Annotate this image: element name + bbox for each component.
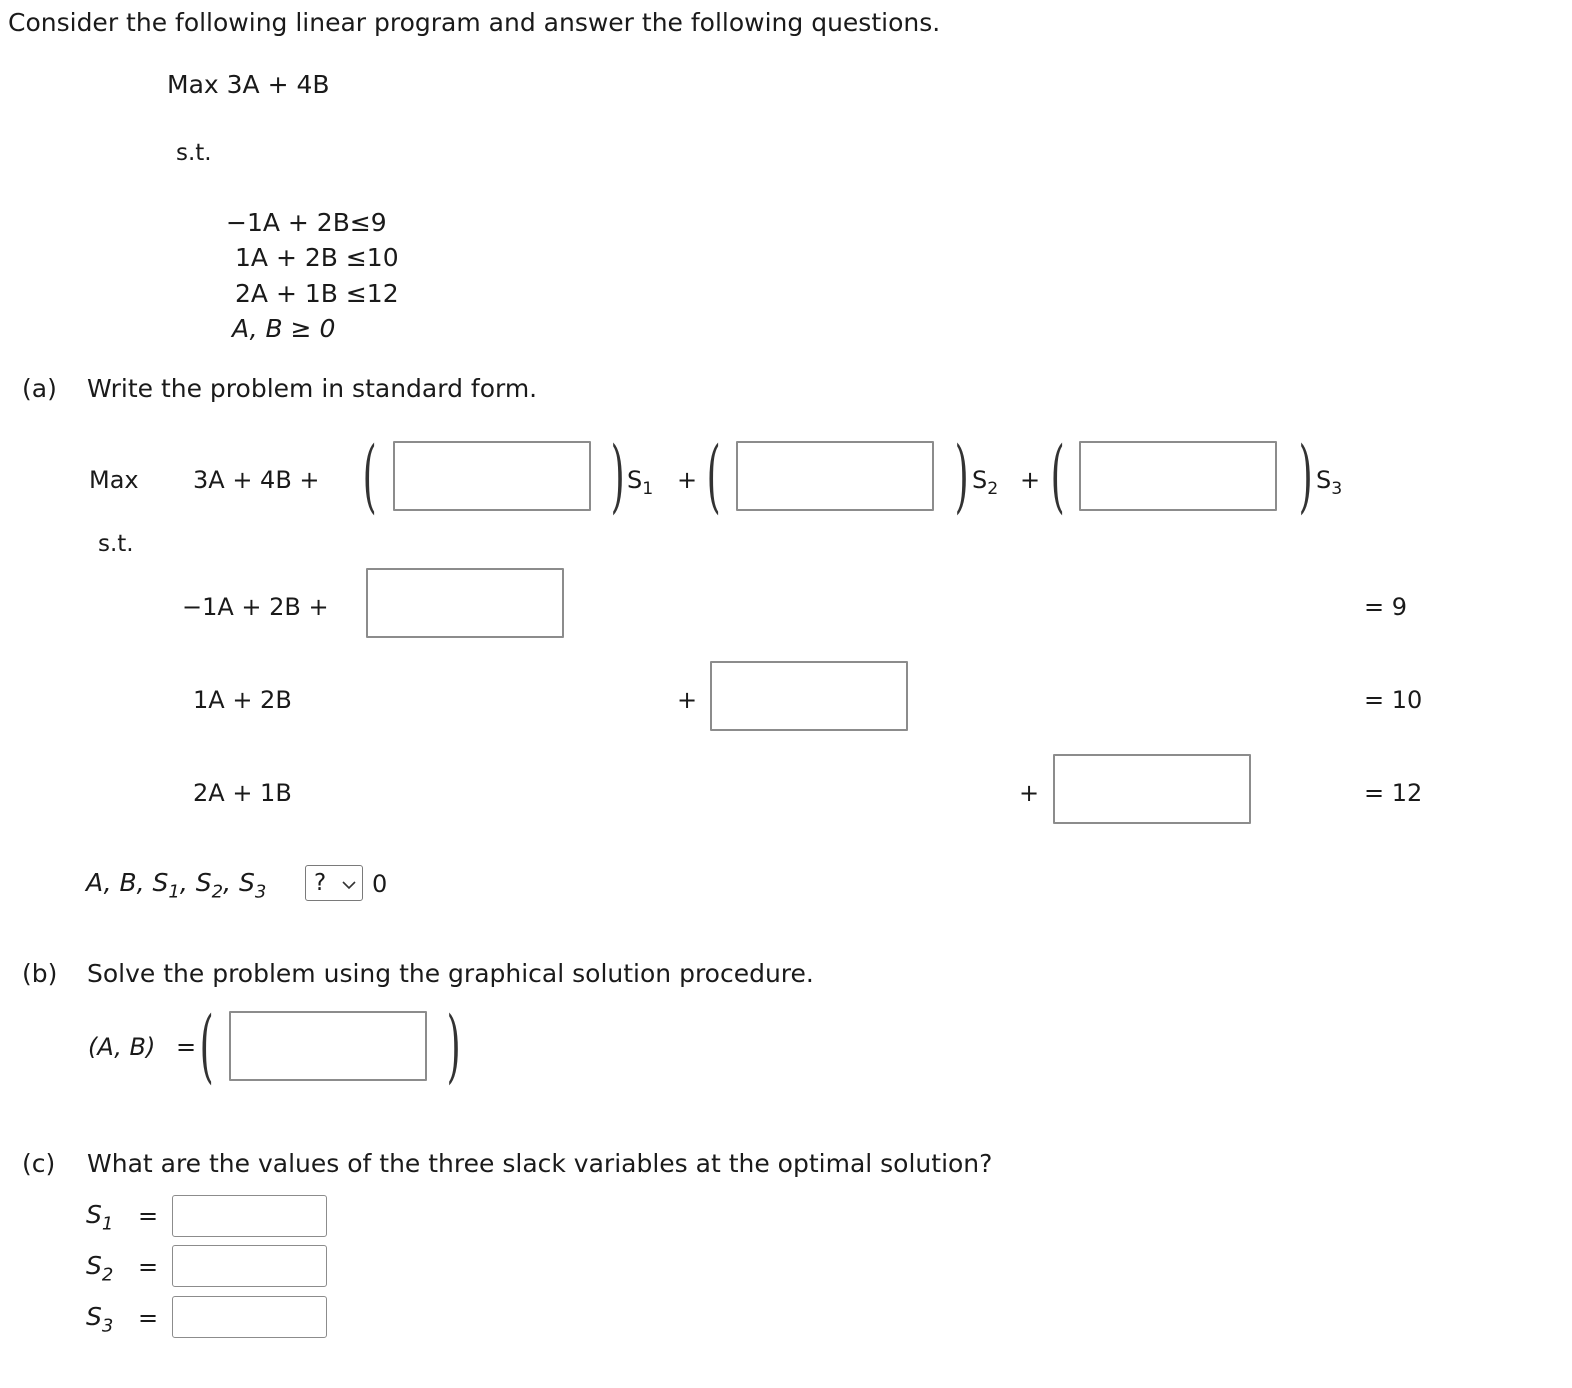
slack-s2-label: $S_2$ [86, 1251, 114, 1286]
std-max-label: Max [89, 466, 139, 494]
nonneg-variables: A, B, $S_1$, $S_2$, $S_3$ [86, 868, 267, 903]
lp-constraint-3: 2A + 1B ≤12 [235, 279, 399, 308]
row1-slack-input[interactable] [366, 568, 564, 638]
inequality-select[interactable] [305, 865, 363, 901]
ab-solution-field[interactable] [231, 1013, 425, 1079]
nonneg-rhs: 0 [372, 870, 388, 898]
objective-plus-2: + [1020, 466, 1041, 494]
open-paren-icon: ( [706, 429, 721, 522]
slack-s2-field[interactable] [173, 1246, 326, 1286]
slack-s3-equals: = [138, 1304, 159, 1332]
part-c-question: What are the values of the three slack variables at the optimal solution? [87, 1149, 993, 1178]
std-row3-rhs: = 12 [1364, 779, 1423, 807]
close-paren-icon: ) [610, 429, 625, 522]
std-row3-lhs: 2A + 1B [193, 779, 292, 807]
open-paren-icon: ( [1050, 429, 1065, 522]
ab-solution-input[interactable] [229, 1011, 427, 1081]
objective-s3-coefficient-input[interactable] [1079, 441, 1277, 511]
part-c-label: (c) [22, 1149, 56, 1178]
objective-s1-var: $S_1$ [627, 466, 654, 500]
slack-s3-field[interactable] [173, 1297, 326, 1337]
lp-nonnegativity: A, B ≥ 0 [232, 314, 336, 343]
part-b-label: (b) [22, 959, 58, 988]
part-b-question: Solve the problem using the graphical solution procedure. [87, 959, 814, 988]
row2-slack-field[interactable] [712, 663, 906, 729]
row3-slack-input[interactable] [1053, 754, 1251, 824]
slack-s3-label: $S_3$ [86, 1302, 114, 1337]
objective-s1-coefficient-input[interactable] [393, 441, 591, 511]
close-paren-icon: ) [446, 999, 461, 1092]
row2-plus: + [677, 686, 698, 714]
lp-constraint-2: 1A + 2B ≤10 [235, 243, 399, 272]
row3-plus: + [1019, 779, 1040, 807]
std-row1-rhs: = 9 [1364, 593, 1408, 621]
part-a-question: Write the problem in standard form. [87, 374, 538, 403]
objective-s2-coefficient-field[interactable] [738, 443, 932, 509]
inequality-select-value: ? [314, 870, 327, 896]
close-paren-icon: ) [954, 429, 969, 522]
row3-slack-field[interactable] [1055, 756, 1249, 822]
ab-label: (A, B) [88, 1033, 156, 1061]
slack-s1-input[interactable] [172, 1195, 327, 1237]
std-objective-prefix: 3A + 4B + [193, 466, 320, 494]
chevron-down-icon [342, 870, 356, 896]
slack-s1-field[interactable] [173, 1196, 326, 1236]
objective-s2-var: $S_2$ [972, 466, 999, 500]
objective-s2-coefficient-input[interactable] [736, 441, 934, 511]
row2-slack-input[interactable] [710, 661, 908, 731]
part-a-label: (a) [22, 374, 57, 403]
intro-text: Consider the following linear program and answer the following questions. [8, 8, 941, 37]
open-paren-icon: ( [199, 999, 214, 1092]
objective-s3-var: $S_3$ [1316, 466, 1343, 500]
lp-objective: Max 3A + 4B [167, 70, 330, 99]
row1-slack-field[interactable] [368, 570, 562, 636]
lp-constraint-1: −1A + 2B≤9 [226, 208, 387, 237]
ab-equals: = [176, 1033, 197, 1061]
lp-st-label: s.t. [176, 140, 212, 166]
std-row1-lhs: −1A + 2B + [182, 593, 329, 621]
slack-s1-label: $S_1$ [86, 1200, 114, 1235]
slack-s2-equals: = [138, 1253, 159, 1281]
std-st-label: s.t. [98, 531, 134, 557]
objective-s1-coefficient-field[interactable] [395, 443, 589, 509]
objective-plus-1: + [677, 466, 698, 494]
std-row2-lhs: 1A + 2B [193, 686, 292, 714]
slack-s3-input[interactable] [172, 1296, 327, 1338]
open-paren-icon: ( [362, 429, 377, 522]
std-row2-rhs: = 10 [1364, 686, 1423, 714]
slack-s2-input[interactable] [172, 1245, 327, 1287]
objective-s3-coefficient-field[interactable] [1081, 443, 1275, 509]
close-paren-icon: ) [1298, 429, 1313, 522]
slack-s1-equals: = [138, 1202, 159, 1230]
